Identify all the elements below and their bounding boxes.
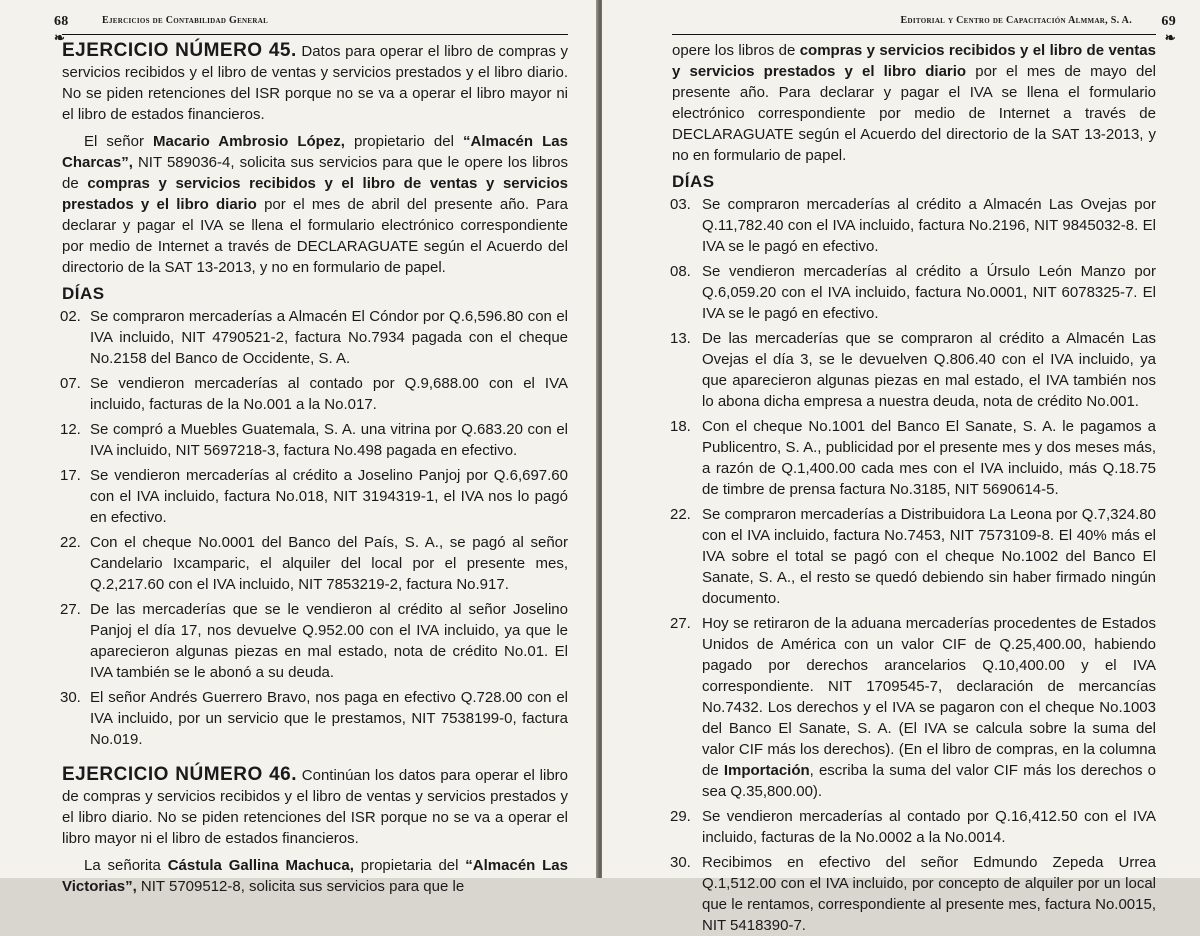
transaction-list	[62, 306, 568, 750]
exercise-45-title: EJERCICIO NÚMERO 45.	[62, 40, 297, 61]
list-item: 02. Se compraron mercaderías a Almacén El Cóndor por Q.6,596.80 con el IVA incluido, NIT 4790521-2, factura No.7934 pagada con el cheque No.2158 del Banco de Occidente, S. A.	[60, 308, 568, 367]
left-page-header	[54, 12, 568, 45]
dias-heading: DÍAS	[672, 172, 715, 191]
exercise-46-intro: EJERCICIO NÚMERO 46. Continúan los datos para operar el libro de compras y servicios recibidos y el libro de ventas y servicios prestados y el libro diario. No se piden retenciones del ISR porque no se va a operar el libro mayor ni el libro de estados financieros.	[62, 764, 568, 847]
exercise-46-title: EJERCICIO NÚMERO 46.	[62, 764, 298, 785]
list-item: 18. Con el cheque No.1001 del Banco El Sanate, S. A. le pagamos a Publicentro, S. A., publicidad por el presente mes y dos meses más, a razón de Q.1,400.00 cada mes con el IVA incluido, más Q.18.75 de timbre de prensa factura No.3185, NIT 5690614-5.	[670, 418, 1156, 498]
list-item: 30. Recibimos en efectivo del señor Edmundo Zepeda Urrea Q.1,512.00 con el IVA incluido, por concepto de alquiler por un local que le rentamos, correspondiente al presente mes, factura No.0015, NIT 5418390-7.	[670, 854, 1156, 934]
exercise-46-continuation: opere los libros de compras y servicios recibidos y el libro de ventas y servicios prestados y el libro diario por el mes de mayo del presente año. Para declarar y pagar el IVA se llena el formulario electrónico correspondiente por medio de Internet a través de DECLARAGUATE según el Acuerdo del directorio de la SAT 13-2013, y no en formulario de papel.	[672, 42, 1156, 164]
ornament-icon: ❧	[1164, 30, 1176, 45]
list-item: 29. Se vendieron mercaderías al contado por Q.16,412.50 con el IVA incluido, facturas de la No.0002 a la No.0014.	[670, 808, 1156, 846]
list-item: 30. El señor Andrés Guerrero Bravo, nos paga en efectivo Q.728.00 con el IVA incluido, por un servicio que le prestamos, NIT 7538199-0, factura No.019.	[60, 689, 568, 748]
list-item: 12. Se compró a Muebles Guatemala, S. A. una vitrina por Q.683.20 con el IVA incluido, NIT 5697218-3, factura No.498 pagada en efectivo.	[60, 421, 568, 459]
company-name: “Almacén Las Victorias”,	[62, 857, 568, 895]
list-item: 07. Se vendieron mercaderías al contado por Q.9,688.00 con el IVA incluido, facturas de la No.001 a la No.017.	[60, 375, 568, 413]
dias-heading: DÍAS	[62, 284, 105, 303]
books-list: compras y servicios recibidos y el libro de ventas y servicios prestados y el libro diario	[62, 175, 568, 213]
list-item: 13. De las mercaderías que se compraron al crédito a Almacén Las Ovejas el día 3, se le devuelven Q.806.40 con el IVA incluido, ya que aparecieron algunas piezas en mal estado, el IVA también nos lo abona dicha empresa a nuestra deuda, nota de crédito No.001.	[670, 330, 1156, 410]
list-item: 17. Se vendieron mercaderías al crédito a Joselino Panjoj por Q.6,697.60 con el IVA incluido, factura No.018, NIT 3194319-1, el IVA nos lo pagó en efectivo.	[60, 467, 568, 526]
page-number: 68	[54, 14, 69, 29]
list-item: 27. Hoy se retiraron de la aduana mercaderías procedentes de Estados Unidos de América con un valor CIF de Q.25,400.00, habiendo pagado por derechos arancelarios Q.10,400.00 y el IVA correspondiente. NIT 1709545-7, declaración de mercancías No.7432. Los derechos y el IVA se pagaron con el cheque No.1003 del Banco El Sanate, S. A. (El IVA se calcula sobre la suma del valor CIF más los derechos). (En el libro de compras, en la columna de Importación, escriba la suma del valor CIF más los derechos o sea Q.35,800.00).	[670, 615, 1156, 800]
exercise-46-client: La señorita Cástula Gallina Machuca, propietaria del “Almacén Las Victorias”, NIT 5709512-8, solicita sus servicios para que le	[62, 857, 568, 895]
list-item: 27. De las mercaderías que se le vendieron al crédito al señor Joselino Panjoj el día 17, nos devuelve Q.952.00 con el IVA incluido, ya que le aparecieron algunas piezas en mal estado, nota de crédito No.01. El IVA también se le abonó a su deuda.	[60, 601, 568, 681]
list-item: 03. Se compraron mercaderías al crédito a Almacén Las Ovejas por Q.11,782.40 con el IVA incluido, factura No.2196, NIT 9845032-8. El IVA se le pagó en efectivo.	[670, 196, 1156, 255]
list-item: 22. Se compraron mercaderías a Distribuidora La Leona por Q.7,324.80 con el IVA incluido, factura No.7453, NIT 7573109-8. El 40% más el IVA sobre el total se pagó con el cheque No.1002 del Banco El Sanate, S. A., el resto se quedó debiendo sin haber firmado ningún documento.	[670, 506, 1156, 607]
exercise-45-client: El señor Macario Ambrosio López, propietario del “Almacén Las Charcas”, NIT 589036-4, solicita sus servicios para que le opere los libros de compras y servicios recibidos y el libro de ventas y servicios prestados y el libro diario por el mes de abril del presente año. Para declarar y pagar el IVA se llena el formulario electrónico correspondiente por medio de Internet a través de DECLARAGUATE según el Acuerdo del directorio de la SAT 13-2013, y no en formulario de papel.	[62, 133, 568, 276]
left-page	[0, 0, 598, 895]
header-rule	[672, 34, 1156, 35]
page-number: 69	[1161, 14, 1176, 29]
exercise-45-intro: EJERCICIO NÚMERO 45. Datos para operar el libro de compras y servicios recibidos y el libro de ventas y servicios prestados y el libro diario. No se piden retenciones del ISR porque no se va a operar el libro mayor ni el libro de estados financieros.	[62, 40, 568, 123]
books-list: compras y servicios recibidos y el libro de ventas y servicios prestados y el libro diario	[672, 42, 1156, 80]
list-item: 08. Se vendieron mercaderías al crédito a Úrsulo León Manzo por Q.6,059.20 con el IVA incluido, factura No.0001, NIT 6078325-7. El IVA se le pagó en efectivo.	[670, 263, 1156, 322]
client-name: Cástula Gallina Machuca,	[167, 857, 354, 874]
company-name: “Almacén Las Charcas”,	[62, 133, 568, 171]
running-head: Ejercicios de Contabilidad General	[102, 15, 269, 26]
right-page-header	[672, 12, 1176, 45]
running-head: Editorial y Centro de Capacitación Almmar, S. A.	[900, 15, 1132, 26]
transaction-list	[672, 194, 1156, 936]
ornament-icon: ❧	[54, 30, 66, 45]
list-item: 22. Con el cheque No.0001 del Banco del País, S. A., se pagó al señor Candelario Ixcamparic, el alquiler del local por el presente mes, Q.2,217.60 con el IVA incluido, NIT 7853219-2, factura No.917.	[60, 534, 568, 593]
client-name: Macario Ambrosio López,	[153, 133, 345, 150]
header-rule	[62, 34, 568, 35]
right-page	[602, 0, 1200, 934]
